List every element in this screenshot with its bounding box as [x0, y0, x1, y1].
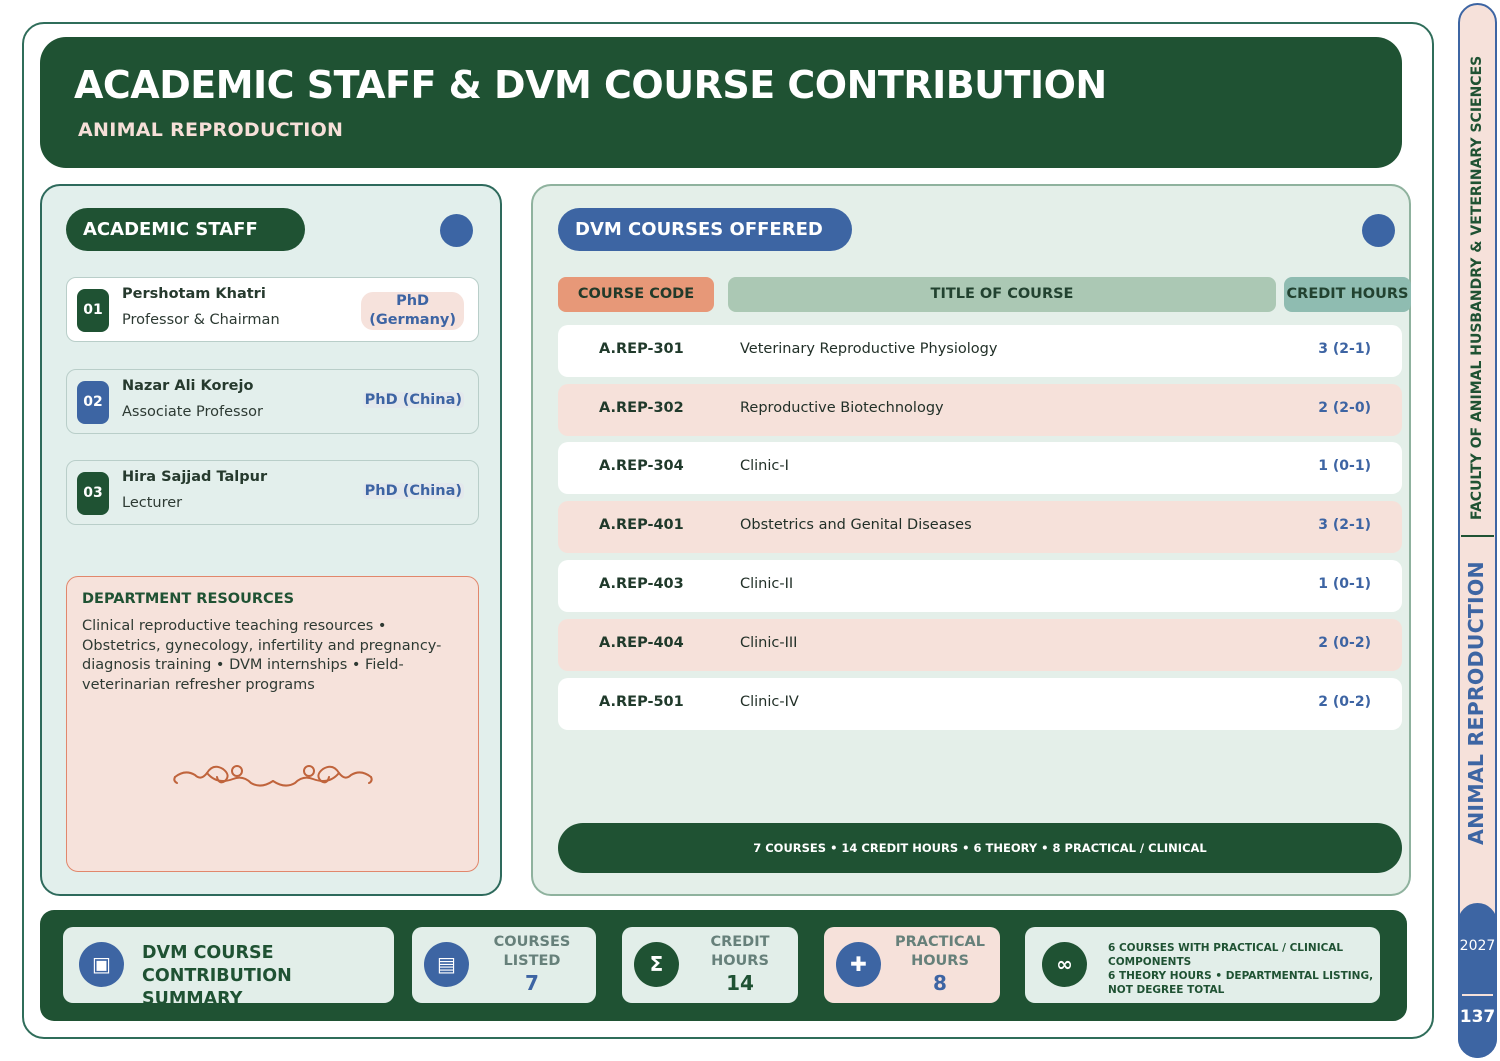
summary-note — [1108, 941, 1376, 997]
course-credit: 3 (2-1) — [1318, 341, 1371, 357]
course-title: Veterinary Reproductive Physiology — [740, 341, 998, 357]
course-code: A.REP-302 — [599, 400, 684, 416]
credit-hours-card — [622, 927, 798, 1003]
page-separator — [1462, 994, 1493, 996]
staff-degree: PhD (China) — [364, 483, 462, 499]
dvm-courses-heading: DVM COURSES OFFERED — [558, 208, 852, 251]
academic-staff-panel — [40, 184, 502, 896]
page-number: 137 — [1459, 1007, 1496, 1027]
course-title: Clinic-IV — [740, 694, 799, 710]
table-row — [558, 678, 1402, 730]
staff-name: Pershotam Khatri — [122, 286, 266, 302]
course-credit: 2 (0-2) — [1318, 635, 1371, 651]
course-credit: 1 (0-1) — [1318, 576, 1371, 592]
courses-listed-label: COURSES LISTED — [493, 934, 571, 969]
staff-name: Nazar Ali Korejo — [122, 378, 254, 394]
resources-title: DEPARTMENT RESOURCES — [82, 591, 295, 607]
year-label: 2027 — [1459, 938, 1496, 954]
table-row — [558, 501, 1402, 553]
staff-degree — [361, 292, 464, 330]
course-code: A.REP-301 — [599, 341, 684, 357]
staff-role: Lecturer — [122, 495, 183, 511]
side-tab-footer — [1458, 903, 1497, 1058]
summary-title: DVM COURSE CONTRIBUTION SUMMARY — [142, 943, 292, 1009]
staff-degree-line: PhD — [396, 293, 430, 309]
table-row — [558, 442, 1402, 494]
staff-card — [66, 460, 479, 525]
course-credit: 2 (2-0) — [1318, 400, 1371, 416]
courses-listed-card — [412, 927, 596, 1003]
staff-name: Hira Sajjad Talpur — [122, 469, 268, 485]
course-code: A.REP-403 — [599, 576, 684, 592]
sigma-icon: Σ — [634, 942, 679, 987]
page-title: ACADEMIC STAFF & DVM COURSE CONTRIBUTION — [74, 63, 1107, 107]
course-title: Clinic-II — [740, 576, 794, 592]
staff-number-badge: 02 — [77, 381, 109, 424]
summary-title-card — [63, 927, 394, 1009]
column-header-course-code: COURSE CODE — [558, 277, 714, 312]
resources-text: Clinical reproductive teaching resources • Obstetrics, gynecology, infertility and pregnancy-diagnosis training • DVM internships • Field-veterinarian refresher programs — [82, 618, 442, 693]
course-title: Obstetrics and Genital Diseases — [740, 517, 972, 533]
page-subtitle: ANIMAL REPRODUCTION — [78, 119, 344, 141]
course-title: Reproductive Biotechnology — [740, 400, 944, 416]
summary-note-line: 6 THEORY HOURS • DEPARTMENTAL LISTING, NOT DEGREE TOTAL — [1108, 970, 1374, 996]
list-icon: ▤ — [424, 942, 469, 987]
credit-hours-value: 14 — [726, 971, 754, 995]
notes-card — [1025, 927, 1380, 1003]
faculty-label: FACULTY OF ANIMAL HUSBANDRY & VETERINARY SCIENCES — [1469, 55, 1485, 520]
course-code: A.REP-304 — [599, 458, 684, 474]
course-code: A.REP-404 — [599, 635, 684, 651]
department-label: ANIMAL REPRODUCTION — [1464, 561, 1488, 845]
courses-listed-value: 7 — [525, 971, 539, 995]
course-credit: 3 (2-1) — [1318, 517, 1371, 533]
practical-hours-card — [824, 927, 1000, 1003]
practical-hours-label: PRACTICAL HOURS — [894, 934, 986, 969]
page-header — [40, 37, 1402, 168]
table-row — [558, 560, 1402, 612]
square-icon: ▣ — [79, 942, 124, 987]
table-row — [558, 384, 1402, 436]
dot-icon — [1362, 214, 1395, 247]
summary-footer — [40, 910, 1407, 1021]
course-credit: 2 (0-2) — [1318, 694, 1371, 710]
ornament-icon — [171, 755, 375, 795]
practical-hours-value: 8 — [933, 971, 947, 995]
course-code: A.REP-501 — [599, 694, 684, 710]
table-row — [558, 619, 1402, 671]
column-header-title: TITLE OF COURSE — [728, 277, 1276, 312]
infinity-icon: ∞ — [1042, 942, 1087, 987]
department-resources-box — [66, 576, 479, 872]
courses-summary-bar: 7 COURSES • 14 CREDIT HOURS • 6 THEORY • 8 PRACTICAL / CLINICAL — [558, 823, 1402, 873]
course-title: Clinic-III — [740, 635, 798, 651]
side-divider — [1461, 535, 1494, 537]
staff-role: Professor & Chairman — [122, 312, 280, 328]
credit-hours-label: CREDIT HOURS — [710, 934, 770, 969]
dot-icon — [440, 214, 473, 247]
course-title: Clinic-I — [740, 458, 789, 474]
course-code: A.REP-401 — [599, 517, 684, 533]
summary-note-line: 6 COURSES WITH PRACTICAL / CLINICAL COMPONENTS — [1108, 942, 1344, 968]
course-credit: 1 (0-1) — [1318, 458, 1371, 474]
plus-icon: ✚ — [836, 942, 881, 987]
column-header-credit-hours: CREDIT HOURS — [1284, 277, 1411, 312]
staff-card — [66, 369, 479, 434]
staff-degree-line: (Germany) — [369, 312, 456, 328]
dvm-courses-panel — [531, 184, 1411, 896]
staff-card — [66, 277, 479, 342]
table-row — [558, 325, 1402, 377]
staff-degree: PhD (China) — [364, 392, 462, 408]
academic-staff-heading: ACADEMIC STAFF — [66, 208, 305, 251]
staff-number-badge: 01 — [77, 289, 109, 332]
staff-role: Associate Professor — [122, 404, 263, 420]
staff-number-badge: 03 — [77, 472, 109, 515]
